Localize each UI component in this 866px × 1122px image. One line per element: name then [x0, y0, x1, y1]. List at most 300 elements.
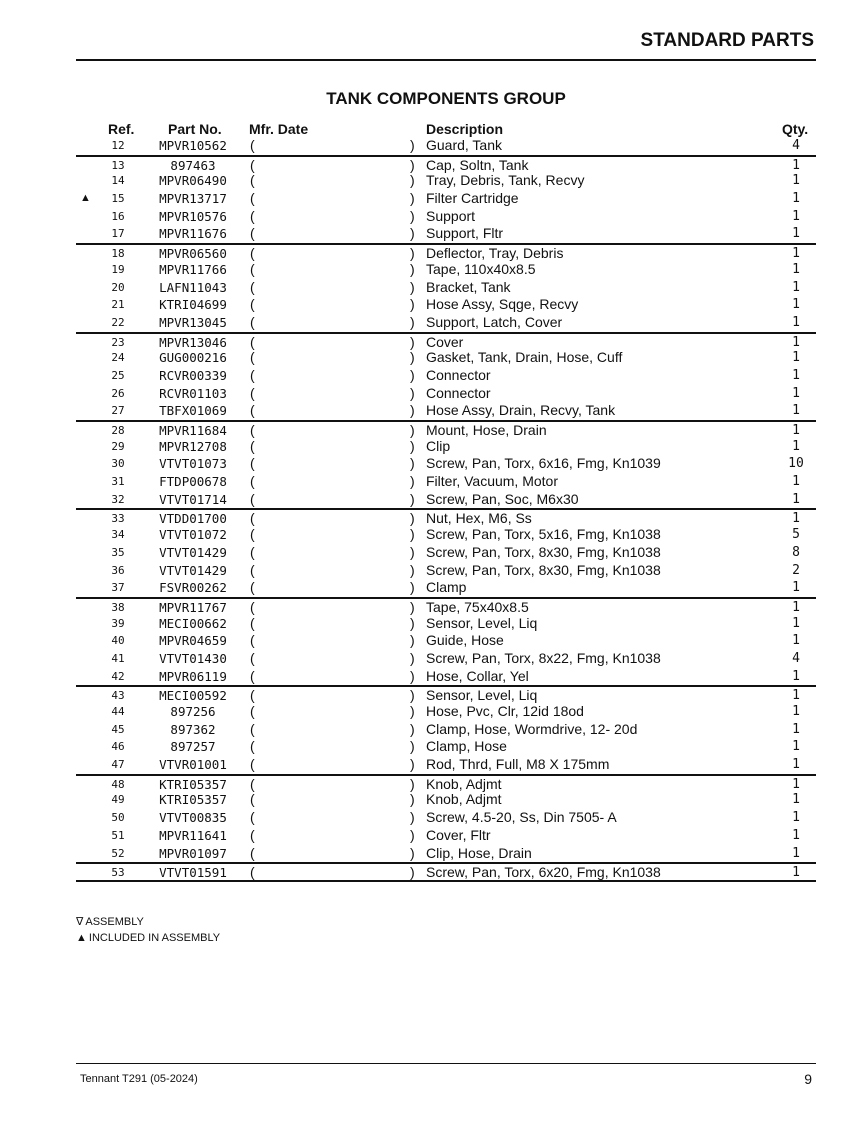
part-number: KTRI05357: [159, 792, 227, 808]
part-number: VTVT01429: [159, 544, 227, 560]
description: Deflector, Tray, Debris: [426, 245, 564, 262]
mfr-date-close: ): [410, 614, 415, 631]
description: Screw, Pan, Torx, 6x20, Fmg, Kn1038: [426, 864, 661, 881]
mfr-date-open: (: [250, 543, 255, 560]
ref-number: 13: [111, 158, 125, 172]
description: Filter Cartridge: [426, 190, 519, 207]
mfr-date-open: (: [250, 156, 255, 173]
table-row: [76, 367, 816, 385]
quantity: 1: [792, 438, 800, 454]
table-row: [76, 845, 816, 863]
ref-number: 46: [111, 740, 125, 754]
ref-number: 44: [111, 705, 125, 718]
quantity: 1: [792, 334, 800, 350]
mfr-date-close: ): [410, 490, 415, 507]
ref-number: 21: [111, 298, 125, 312]
mfr-date-open: (: [250, 455, 255, 472]
part-number: VTVT01073: [159, 456, 227, 472]
mfr-date-close: ): [410, 366, 415, 383]
mfr-date-close: ): [410, 756, 415, 773]
table-row: [76, 349, 816, 367]
mfr-date-open: (: [250, 791, 255, 808]
mfr-date-close: ): [410, 598, 415, 615]
mfr-date-open: (: [250, 422, 255, 438]
ref-number: 33: [111, 512, 125, 526]
quantity: 1: [792, 297, 800, 313]
table-row: [76, 172, 816, 190]
page-number: 9: [804, 1071, 812, 1087]
part-number: RCVR00339: [159, 367, 227, 383]
table-row: [76, 420, 816, 438]
part-number: MPVR11676: [159, 226, 227, 242]
part-number: VTVT01429: [159, 562, 227, 578]
part-number: MPVR12708: [159, 438, 227, 454]
table-row: [76, 243, 816, 261]
ref-number: 36: [111, 563, 125, 577]
mfr-date-close: ): [410, 826, 415, 843]
mfr-date-open: (: [250, 402, 255, 419]
ref-number: 29: [111, 439, 125, 453]
quantity: 1: [792, 367, 800, 383]
mfr-date-close: ): [410, 473, 415, 490]
table-row: [76, 491, 816, 509]
column-header-qty: Qty.: [782, 121, 809, 137]
mfr-date-close: ): [410, 402, 415, 419]
part-number: KTRI04699: [159, 297, 227, 313]
ref-number: 14: [111, 174, 125, 188]
description: Rod, Thrd, Full, M8 X 175mm: [426, 756, 610, 773]
quantity: 1: [792, 208, 800, 224]
ref-number: 53: [111, 866, 125, 880]
mfr-date-open: (: [250, 561, 255, 578]
mfr-date-close: ): [410, 190, 415, 207]
quantity: 1: [792, 845, 800, 861]
mfr-date-close: ): [410, 510, 415, 527]
table-row: [76, 332, 816, 350]
mfr-date-open: (: [250, 649, 255, 666]
mfr-date-open: (: [250, 333, 255, 350]
part-number: MPVR04659: [159, 633, 227, 649]
quantity: 1: [792, 580, 800, 596]
page-header-title: STANDARD PARTS: [640, 30, 814, 51]
ref-number: 20: [111, 280, 125, 294]
table-row: [76, 668, 816, 686]
mfr-date-open: (: [250, 614, 255, 631]
mfr-date-close: ): [410, 864, 415, 881]
mfr-date-open: (: [250, 225, 255, 242]
part-number: VTVT01072: [159, 527, 227, 543]
part-number: MPVR11684: [159, 423, 227, 438]
mfr-date-close: ): [410, 225, 415, 242]
ref-number: 51: [111, 828, 125, 842]
table-row: [76, 402, 816, 420]
ref-number: 19: [111, 262, 125, 276]
description: Hose Assy, Sqge, Recvy: [426, 296, 579, 313]
table-row: [76, 225, 816, 243]
quantity: 1: [792, 423, 800, 438]
quantity: 2: [792, 562, 800, 578]
description: Screw, Pan, Torx, 5x16, Fmg, Kn1038: [426, 526, 661, 543]
mfr-date-close: ): [410, 207, 415, 224]
description: Mount, Hose, Drain: [426, 422, 547, 438]
footer-rule: [76, 1063, 816, 1064]
part-number: MPVR11641: [159, 827, 227, 843]
mfr-date-open: (: [250, 864, 255, 881]
mfr-date-close: ): [410, 632, 415, 649]
description: Clamp, Hose: [426, 738, 507, 755]
table-row: [76, 721, 816, 739]
mfr-date-close: ): [410, 313, 415, 330]
mfr-date-open: (: [250, 349, 255, 366]
description: Connector: [426, 384, 491, 401]
ref-number: 35: [111, 545, 125, 559]
mfr-date-open: (: [250, 172, 255, 189]
mfr-date-close: ): [410, 437, 415, 454]
description: Screw, Pan, Torx, 6x16, Fmg, Kn1039: [426, 455, 661, 472]
description: Tray, Debris, Tank, Recvy: [426, 172, 585, 189]
ref-number: 39: [111, 616, 125, 630]
quantity: 4: [792, 650, 800, 666]
ref-number: 26: [111, 386, 125, 400]
quantity: 1: [792, 157, 800, 173]
description: Cover: [426, 333, 464, 350]
quantity: 1: [792, 721, 800, 737]
quantity: 1: [792, 739, 800, 755]
quantity: 1: [792, 792, 800, 808]
description: Support: [426, 207, 476, 224]
mfr-date-open: (: [250, 278, 255, 295]
part-number: VTVT01714: [159, 491, 227, 507]
ref-number: 49: [111, 793, 125, 807]
row-marker: ▲: [80, 192, 91, 205]
part-number: MPVR11766: [159, 261, 227, 277]
table-row: [76, 296, 816, 314]
ref-number: 48: [111, 777, 125, 791]
legend-symbol-icon: ∇: [76, 916, 84, 929]
group-title: TANK COMPONENTS GROUP: [326, 89, 566, 108]
table-row: [76, 597, 816, 615]
mfr-date-open: (: [250, 756, 255, 773]
description: Sensor, Level, Liq: [426, 687, 538, 704]
part-number: VTDD01700: [159, 511, 227, 527]
ref-number: 47: [111, 758, 125, 772]
quantity: 1: [792, 350, 800, 366]
ref-number: 34: [111, 528, 125, 542]
mfr-date-close: ): [410, 455, 415, 472]
quantity: 1: [792, 704, 800, 719]
table-row: [76, 685, 816, 703]
ref-number: 31: [111, 475, 125, 489]
footer-document-id: Tennant T291 (05-2024): [80, 1073, 198, 1085]
description: Connector: [426, 366, 491, 383]
ref-number: 24: [111, 351, 125, 365]
part-number: MPVR01097: [159, 845, 227, 861]
quantity: 1: [792, 865, 800, 881]
ref-number: 40: [111, 634, 125, 648]
part-number: RCVR01103: [159, 385, 227, 401]
description: Clip: [426, 437, 451, 454]
mfr-date-close: ): [410, 384, 415, 401]
mfr-date-close: ): [410, 296, 415, 313]
ref-number: 28: [111, 424, 125, 437]
ref-number: 45: [111, 722, 125, 736]
quantity: 1: [792, 279, 800, 295]
mfr-date-open: (: [250, 366, 255, 383]
legend-item: [76, 932, 220, 944]
part-number: MECI00662: [159, 615, 227, 631]
description: Cover, Fltr: [426, 826, 491, 843]
quantity: 1: [792, 246, 800, 262]
mfr-date-open: (: [250, 598, 255, 615]
description: Hose, Pvc, Clr, 12id 18od: [426, 703, 584, 719]
part-number: 897362: [170, 721, 216, 737]
description: Cap, Soltn, Tank: [426, 156, 529, 173]
mfr-date-close: ): [410, 791, 415, 808]
mfr-date-open: (: [250, 632, 255, 649]
mfr-date-open: (: [250, 384, 255, 401]
part-number: MPVR06119: [159, 668, 227, 684]
quantity: 1: [792, 668, 800, 684]
quantity: 1: [792, 827, 800, 843]
mfr-date-open: (: [250, 473, 255, 490]
ref-number: 41: [111, 651, 125, 665]
mfr-date-close: ): [410, 579, 415, 596]
part-number: VTVR01001: [159, 757, 227, 773]
ref-number: 12: [111, 139, 125, 152]
quantity: 1: [792, 757, 800, 773]
part-number: MPVR11767: [159, 599, 227, 615]
part-number: FSVR00262: [159, 580, 227, 596]
table-bottom-rule: [76, 880, 816, 882]
mfr-date-close: ): [410, 422, 415, 438]
mfr-date-close: ): [410, 526, 415, 543]
table-row: [76, 756, 816, 774]
mfr-date-close: ): [410, 156, 415, 173]
mfr-date-open: (: [250, 296, 255, 313]
table-row: [76, 827, 816, 845]
table-row: [76, 155, 816, 173]
part-number: MPVR13717: [159, 191, 227, 207]
part-number: VTVT01430: [159, 650, 227, 666]
description: Sensor, Level, Liq: [426, 614, 538, 631]
mfr-date-close: ): [410, 809, 415, 826]
description: Knob, Adjmt: [426, 791, 502, 808]
column-header-mfr-date: Mfr. Date: [249, 121, 309, 137]
mfr-date-open: (: [250, 687, 255, 704]
table-row: [76, 455, 816, 473]
description: Hose, Collar, Yel: [426, 667, 529, 684]
quantity: 1: [792, 688, 800, 704]
mfr-date-open: (: [250, 260, 255, 277]
table-row: [76, 809, 816, 827]
ref-number: 16: [111, 209, 125, 223]
column-header-description: Description: [426, 121, 504, 137]
table-row: [76, 791, 816, 809]
legend-text: ASSEMBLY: [85, 916, 144, 929]
description: Guard, Tank: [426, 137, 503, 153]
quantity: 1: [792, 173, 800, 189]
ref-number: 17: [111, 227, 125, 241]
part-number: MPVR10562: [159, 138, 227, 153]
mfr-date-open: (: [250, 437, 255, 454]
table-row: [76, 508, 816, 526]
quantity: 1: [792, 191, 800, 207]
part-number: MPVR13046: [159, 334, 227, 350]
ref-number: 43: [111, 689, 125, 703]
description: Nut, Hex, M6, Ss: [426, 510, 532, 527]
part-number: FTDP00678: [159, 474, 227, 490]
ref-number: 25: [111, 368, 125, 382]
part-number: 897463: [170, 157, 216, 173]
description: Knob, Adjmt: [426, 775, 502, 792]
part-number: MECI00592: [159, 688, 227, 704]
legend-text: INCLUDED IN ASSEMBLY: [88, 932, 221, 945]
mfr-date-close: ): [410, 844, 415, 861]
table-row: [76, 544, 816, 562]
mfr-date-open: (: [250, 190, 255, 207]
mfr-date-close: ): [410, 333, 415, 350]
mfr-date-close: ): [410, 245, 415, 262]
ref-number: 50: [111, 811, 125, 825]
mfr-date-close: ): [410, 667, 415, 684]
table-row: [76, 632, 816, 650]
mfr-date-open: (: [250, 826, 255, 843]
description: Gasket, Tank, Drain, Hose, Cuff: [426, 349, 623, 366]
quantity: 1: [792, 511, 800, 527]
description: Hose Assy, Drain, Recvy, Tank: [426, 402, 616, 419]
part-number: VTVT00835: [159, 810, 227, 826]
table-row: [76, 862, 816, 880]
table-row: [76, 579, 816, 597]
quantity: 1: [792, 633, 800, 649]
ref-number: 30: [111, 457, 125, 471]
description: Screw, 4.5-20, Ss, Din 7505- A: [426, 809, 617, 826]
part-number: LAFN11043: [159, 279, 227, 295]
description: Bracket, Tank: [426, 278, 511, 295]
quantity: 1: [792, 615, 800, 631]
mfr-date-close: ): [410, 172, 415, 189]
mfr-date-open: (: [250, 703, 255, 719]
mfr-date-open: (: [250, 775, 255, 792]
parts-table: [76, 137, 816, 880]
description: Screw, Pan, Torx, 8x22, Fmg, Kn1038: [426, 649, 661, 666]
mfr-date-close: ): [410, 738, 415, 755]
part-number: VTVT01591: [159, 865, 227, 881]
quantity: 1: [792, 599, 800, 615]
part-number: GUG000216: [159, 350, 227, 366]
table-row: [76, 615, 816, 633]
quantity: 1: [792, 314, 800, 330]
column-header-ref: Ref.: [108, 121, 135, 137]
quantity: 1: [792, 491, 800, 507]
table-row: [76, 650, 816, 668]
part-number: MPVR06490: [159, 173, 227, 189]
part-number: KTRI05357: [159, 776, 227, 792]
mfr-date-close: ): [410, 349, 415, 366]
mfr-date-open: (: [250, 809, 255, 826]
mfr-date-close: ): [410, 260, 415, 277]
quantity: 8: [792, 544, 800, 560]
mfr-date-close: ): [410, 137, 415, 153]
ref-number: 27: [111, 404, 125, 418]
table-row: [76, 438, 816, 456]
mfr-date-open: (: [250, 207, 255, 224]
table-row: [76, 137, 816, 155]
mfr-date-close: ): [410, 703, 415, 719]
table-row: [76, 703, 816, 721]
description: Screw, Pan, Soc, M6x30: [426, 490, 579, 507]
legend: [76, 915, 220, 948]
ref-number: 23: [111, 335, 125, 349]
description: Tape, 75x40x8.5: [426, 598, 529, 615]
description: Clip, Hose, Drain: [426, 844, 532, 861]
mfr-date-open: (: [250, 526, 255, 543]
part-number: MPVR10576: [159, 208, 227, 224]
mfr-date-open: (: [250, 137, 255, 153]
legend-symbol-icon: ▲: [76, 932, 87, 945]
quantity: 1: [792, 226, 800, 242]
mfr-date-open: (: [250, 738, 255, 755]
quantity: 1: [792, 385, 800, 401]
mfr-date-open: (: [250, 245, 255, 262]
table-row: [76, 473, 816, 491]
table-row: [76, 208, 816, 226]
description: Clamp, Hose, Wormdrive, 12- 20d: [426, 720, 638, 737]
ref-number: 22: [111, 315, 125, 329]
part-number: MPVR13045: [159, 314, 227, 330]
mfr-date-close: ): [410, 687, 415, 704]
quantity: 1: [792, 403, 800, 419]
description: Filter, Vacuum, Motor: [426, 473, 559, 490]
mfr-date-open: (: [250, 510, 255, 527]
quantity: 4: [792, 138, 800, 153]
part-number: TBFX01069: [159, 403, 227, 419]
mfr-date-close: ): [410, 720, 415, 737]
ref-number: 18: [111, 247, 125, 261]
description: Tape, 110x40x8.5: [426, 260, 536, 277]
quantity: 5: [792, 527, 800, 543]
table-row: [76, 385, 816, 403]
table-row: [76, 774, 816, 792]
table-row: [76, 279, 816, 297]
column-header-part-no: Part No.: [168, 121, 222, 137]
mfr-date-close: ): [410, 278, 415, 295]
ref-number: 37: [111, 581, 125, 595]
part-number: MPVR06560: [159, 246, 227, 262]
mfr-date-close: ): [410, 561, 415, 578]
mfr-date-close: ): [410, 649, 415, 666]
description: Support, Fltr: [426, 225, 504, 242]
quantity: 1: [792, 810, 800, 826]
quantity: 1: [792, 776, 800, 792]
mfr-date-open: (: [250, 844, 255, 861]
mfr-date-close: ): [410, 775, 415, 792]
mfr-date-open: (: [250, 579, 255, 596]
table-row: [76, 314, 816, 332]
description: Screw, Pan, Torx, 8x30, Fmg, Kn1038: [426, 543, 661, 560]
ref-number: 52: [111, 846, 125, 860]
table-row: [76, 261, 816, 279]
table-row: [76, 190, 816, 208]
ref-number: 32: [111, 492, 125, 506]
description: Guide, Hose: [426, 632, 504, 649]
ref-number: 38: [111, 600, 125, 614]
description: Screw, Pan, Torx, 8x30, Fmg, Kn1038: [426, 561, 661, 578]
description: Clamp: [426, 579, 467, 596]
part-number: 897257: [170, 739, 216, 755]
table-row: [76, 562, 816, 580]
mfr-date-open: (: [250, 720, 255, 737]
